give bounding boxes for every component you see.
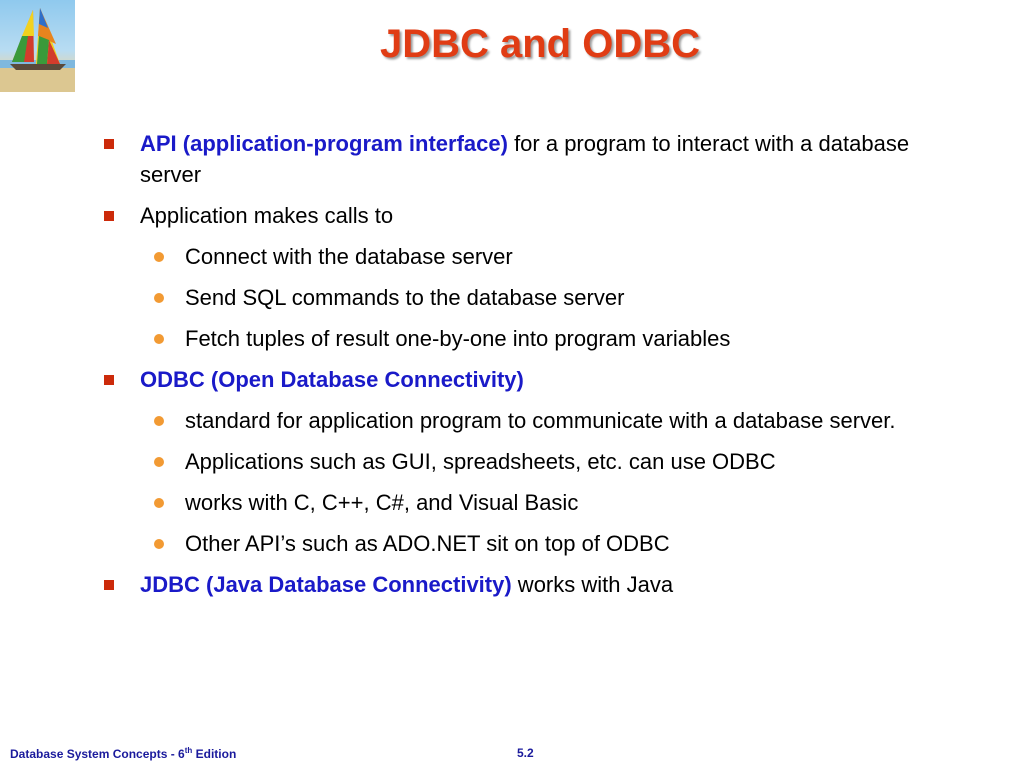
bullet-list: [102, 128, 952, 610]
footer-book: Database System Concepts - 6: [10, 747, 185, 761]
languages-text: works with C, C++, C#, and Visual Basic: [185, 490, 579, 515]
odbc-term: ODBC (Open Database Connectivity): [140, 367, 524, 392]
application-calls-text: Application makes calls to: [140, 203, 394, 228]
api-text: for a program to interact with a database server: [140, 131, 910, 187]
dot-bullet-icon: [154, 457, 164, 467]
sub-bullet-languages: [102, 487, 952, 518]
square-bullet-icon: [104, 580, 114, 590]
fetch-text: Fetch tuples of result one-by-one into program variables: [185, 326, 731, 351]
sub-bullet-standard: [102, 405, 952, 436]
send-sql-text: Send SQL commands to the database server: [185, 285, 625, 310]
bullet-application-calls: [102, 200, 952, 231]
bullet-api: [102, 128, 952, 190]
jdbc-text: works with Java: [511, 572, 674, 597]
dot-bullet-icon: [154, 293, 164, 303]
applications-text: Applications such as GUI, spreadsheets, etc. can use ODBC: [185, 449, 776, 474]
sub-bullet-connect: [102, 241, 952, 272]
footer-edition: Edition: [192, 747, 237, 761]
square-bullet-icon: [104, 375, 114, 385]
bullet-jdbc: [102, 569, 952, 600]
footer-book-title: [10, 746, 236, 761]
connect-text: Connect with the database server: [185, 244, 513, 269]
jdbc-term: JDBC (Java Database Connectivity): [140, 572, 512, 597]
dot-bullet-icon: [154, 539, 164, 549]
footer-edition-sup: th: [184, 746, 193, 755]
dot-bullet-icon: [154, 252, 164, 262]
sub-bullet-other-apis: [102, 528, 952, 559]
api-term: API (application-program interface): [140, 131, 508, 156]
slide-title: JDBC and ODBC: [379, 22, 701, 66]
dot-bullet-icon: [154, 334, 164, 344]
dot-bullet-icon: [154, 416, 164, 426]
square-bullet-icon: [104, 211, 114, 221]
sub-bullet-applications: [102, 446, 952, 477]
sub-bullet-send-sql: [102, 282, 952, 313]
other-apis-text: Other API’s such as ADO.NET sit on top of ODBC: [185, 531, 670, 556]
square-bullet-icon: [104, 139, 114, 149]
dot-bullet-icon: [154, 498, 164, 508]
footer-page-number: 5.2: [517, 746, 534, 760]
standard-text: standard for application program to communicate with a database server.: [185, 408, 896, 433]
bullet-odbc: [102, 364, 952, 395]
sub-bullet-fetch: [102, 323, 952, 354]
